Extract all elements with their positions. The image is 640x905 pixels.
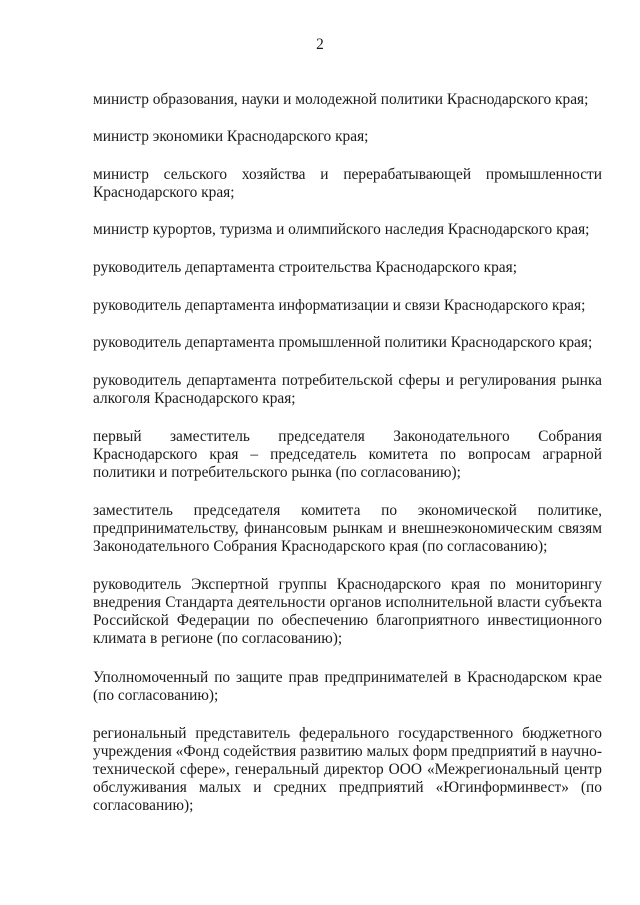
list-item: министр сельского хозяйства и перерабатывающей промышленности Краснодарского края; [93,166,602,201]
page-number: 2 [316,36,324,53]
list-item: региональный представитель федерального государственного бюджетного учреждения «Фонд содействия развитию малых форм предприятий в научно-технической сфере», генеральный директор ООО «Межрегиональный центр обслуживания малых и средних предприятий «Югинформинвест» (по согласованию); [93,725,602,814]
list-item: министр образования, науки и молодежной политики Краснодарского края; [93,91,589,108]
list-item: первый заместитель председателя Законодательного Собрания Краснодарского края – председатель комитета по вопросам аграрной политики и потребительского рынка (по согласованию); [93,428,602,481]
list-item: руководитель департамента информатизации и связи Краснодарского края; [93,297,586,314]
list-item: руководитель департамента промышленной политики Краснодарского края; [93,334,593,351]
list-item: руководитель Экспертной группы Краснодарского края по мониторингу внедрения Стандарта деятельности органов исполнительной власти субъекта Российской Федерации по обеспечению благоприятного инвестиционного климата в регионе (по согласованию); [93,576,602,647]
list-item: заместитель председателя комитета по экономической политике, предпринимательству, финансовым рынкам и внешнеэкономическим связям Законодательного Собрания Краснодарского края (по согласованию); [93,502,602,555]
list-item: министр экономики Краснодарского края; [93,128,369,145]
list-item: руководитель департамента строительства Краснодарского края; [93,259,517,276]
list-item: Уполномоченный по защите прав предпринимателей в Краснодарском крае (по согласованию); [93,669,602,704]
list-item: министр курортов, туризма и олимпийского наследия Краснодарского края; [93,221,590,238]
list-item: руководитель департамента потребительской сферы и регулирования рынка алкоголя Краснодарского края; [93,372,602,407]
